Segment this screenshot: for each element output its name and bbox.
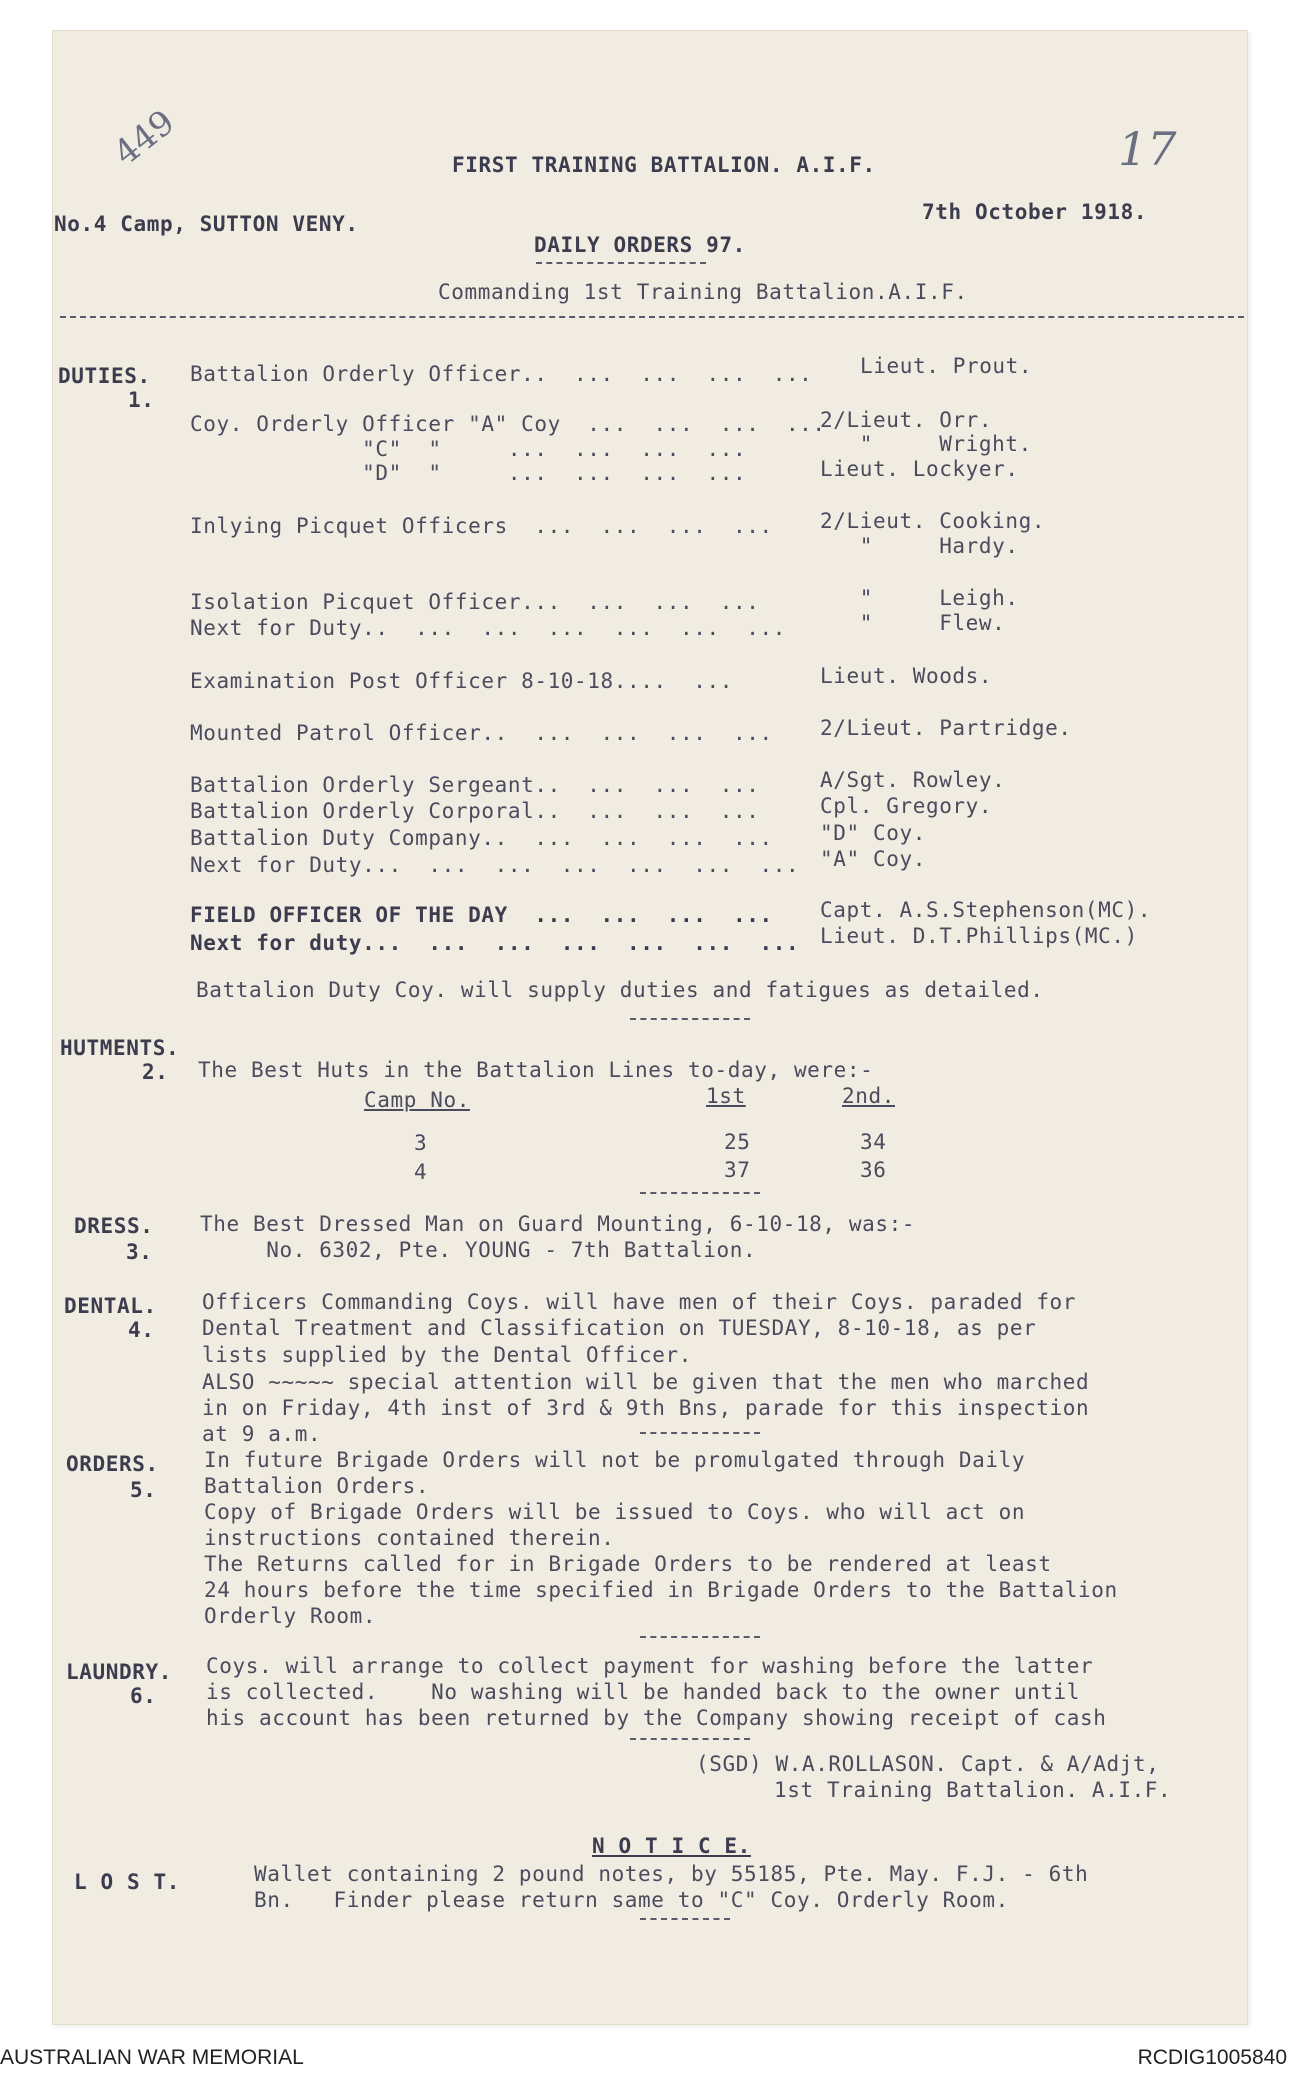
title-underline — [536, 262, 706, 264]
duty-name: Lieut. Woods. — [820, 664, 993, 688]
dental-line: Dental Treatment and Classification on TUESDAY, 8-10-18, as per — [202, 1316, 1037, 1340]
duty-role: "C" " ... ... ... ... — [190, 437, 747, 461]
laundry-heading: LAUNDRY. — [66, 1660, 172, 1684]
notice-line: Bn. Finder please return same to "C" Coy. Orderly Room. — [254, 1888, 1009, 1912]
hutments-col-camp: Camp No. — [364, 1088, 470, 1112]
orders-line: 24 hours before the time specified in Brigade Orders to the Battalion — [204, 1578, 1118, 1602]
section-divider — [630, 1018, 750, 1020]
dental-line: Officers Commanding Coys. will have men of their Coys. paraded for — [202, 1290, 1077, 1314]
duty-role: Next for Duty... ... ... ... ... ... ... — [190, 853, 800, 877]
laundry-number: 6. — [130, 1684, 157, 1708]
duty-role: "D" " ... ... ... ... — [190, 461, 747, 485]
dental-line: lists supplied by the Dental Officer. — [202, 1343, 692, 1367]
hutments-camp: 4 — [414, 1160, 428, 1184]
orders-number: 5. — [130, 1478, 157, 1502]
notice-divider — [640, 1918, 730, 1920]
duty-role: Mounted Patrol Officer.. ... ... ... ... — [190, 721, 773, 745]
commanding-line: Commanding 1st Training Battalion.A.I.F. — [438, 280, 968, 304]
duty-role: Next for duty... ... ... ... ... ... ... — [190, 931, 800, 955]
duty-name: 2/Lieut. Partridge. — [820, 716, 1072, 740]
duty-name: Lieut. Lockyer. — [820, 457, 1019, 481]
hutments-col-first: 1st — [706, 1084, 746, 1108]
orders-line: Battalion Orders. — [204, 1474, 430, 1498]
duties-note: Battalion Duty Coy. will supply duties and fatigues as detailed. — [196, 978, 1044, 1002]
orders-line: instructions contained therein. — [204, 1526, 615, 1550]
dress-heading: DRESS. — [74, 1214, 154, 1238]
dress-line: The Best Dressed Man on Guard Mounting, 6-10-18, was:- — [200, 1212, 916, 1236]
header-rule — [60, 316, 1244, 318]
section-divider — [640, 1432, 760, 1434]
duty-role: Coy. Orderly Officer "A" Coy ... ... ... ... — [190, 412, 826, 436]
folio-number: 449 — [106, 102, 183, 174]
section-divider — [640, 1192, 760, 1194]
orders-line: Copy of Brigade Orders will be issued to Coys. who will act on — [204, 1500, 1026, 1524]
footer-right: RCDIG1005840 — [1137, 2046, 1287, 2069]
duty-role: Battalion Orderly Corporal.. ... ... ... — [190, 799, 760, 823]
camp-location: No.4 Camp, SUTTON VENY. — [54, 212, 359, 236]
duties-heading: DUTIES. — [58, 364, 151, 388]
duty-role: Examination Post Officer 8-10-18.... ... — [190, 669, 733, 693]
duty-name: Capt. A.S.Stephenson(MC). — [820, 898, 1152, 922]
duty-role: Battalion Duty Company.. ... ... ... ... — [190, 826, 773, 850]
notice-label: L O S T. — [74, 1870, 180, 1894]
duty-name: 2/Lieut. Cooking. — [820, 509, 1046, 533]
dental-line: ALSO ~~~~~ special attention will be given that the men who marched — [202, 1370, 1090, 1394]
duty-name: " Hardy. — [820, 534, 1019, 558]
duty-name: 2/Lieut. Orr. — [820, 408, 993, 432]
orders-line: In future Brigade Orders will not be promulgated through Daily — [204, 1448, 1026, 1472]
dress-line: No. 6302, Pte. YOUNG - 7th Battalion. — [200, 1238, 757, 1262]
duty-name: "A" Coy. — [820, 847, 926, 871]
duty-name: Cpl. Gregory. — [820, 794, 993, 818]
hutments-first: 37 — [724, 1158, 751, 1182]
notice-line: Wallet containing 2 pound notes, by 55185, Pte. May. F.J. - 6th — [254, 1862, 1089, 1886]
duty-name: " Leigh. — [820, 586, 1019, 610]
section-divider — [640, 1636, 760, 1638]
duty-name: " Flew. — [820, 611, 1006, 635]
duty-role: FIELD OFFICER OF THE DAY ... ... ... ... — [190, 903, 773, 927]
duty-role: Battalion Orderly Sergeant.. ... ... ... — [190, 773, 760, 797]
footer-left: AUSTRALIAN WAR MEMORIAL — [0, 2046, 304, 2069]
hutments-camp: 3 — [414, 1131, 428, 1155]
duty-name: "D" Coy. — [820, 821, 926, 845]
duty-name: " Wright. — [820, 432, 1032, 456]
signature-line: (SGD) W.A.ROLLASON. Capt. & A/Adjt, — [696, 1752, 1160, 1776]
dental-line: in on Friday, 4th inst of 3rd & 9th Bns, parade for this inspection — [202, 1396, 1090, 1420]
order-date: 7th October 1918. — [922, 200, 1148, 224]
dental-line: at 9 a.m. — [202, 1422, 322, 1446]
orders-line: The Returns called for in Brigade Orders to be rendered at least — [204, 1552, 1052, 1576]
duty-role: Isolation Picquet Officer... ... ... ... — [190, 590, 760, 614]
orders-heading: ORDERS. — [66, 1452, 159, 1476]
duty-name: Lieut. D.T.Phillips(MC.) — [820, 924, 1138, 948]
hutments-first: 25 — [724, 1130, 751, 1154]
hutments-col-second: 2nd. — [842, 1084, 895, 1108]
document-title: FIRST TRAINING BATTALION. A.I.F. — [452, 153, 876, 177]
section-divider — [630, 1738, 750, 1740]
duty-role: Next for Duty.. ... ... ... ... ... ... — [190, 616, 786, 640]
orders-line: Orderly Room. — [204, 1604, 377, 1628]
order-title: DAILY ORDERS 97. — [534, 233, 746, 257]
duty-role: Inlying Picquet Officers ... ... ... ... — [190, 514, 773, 538]
signature-unit: 1st Training Battalion. A.I.F. — [774, 1778, 1172, 1802]
laundry-line: is collected. No washing will be handed back to the owner until — [206, 1680, 1081, 1704]
laundry-line: his account has been returned by the Company showing receipt of cash — [206, 1706, 1107, 1730]
duty-role: Battalion Orderly Officer.. ... ... ... ... — [190, 362, 813, 386]
duty-name: A/Sgt. Rowley. — [820, 768, 1006, 792]
dress-number: 3. — [126, 1240, 153, 1264]
hutments-number: 2. — [142, 1060, 169, 1084]
duties-number: 1. — [128, 388, 155, 412]
dental-heading: DENTAL. — [64, 1294, 157, 1318]
hutments-text: The Best Huts in the Battalion Lines to-day, were:- — [198, 1058, 874, 1082]
page-mark: 17 — [1118, 122, 1177, 176]
laundry-line: Coys. will arrange to collect payment for washing before the latter — [206, 1654, 1094, 1678]
notice-heading: N O T I C E. — [592, 1834, 751, 1858]
hutments-second: 34 — [860, 1130, 887, 1154]
hutments-heading: HUTMENTS. — [60, 1036, 180, 1060]
dental-number: 4. — [128, 1318, 155, 1342]
duty-name: Lieut. Prout. — [860, 354, 1033, 378]
hutments-second: 36 — [860, 1158, 887, 1182]
